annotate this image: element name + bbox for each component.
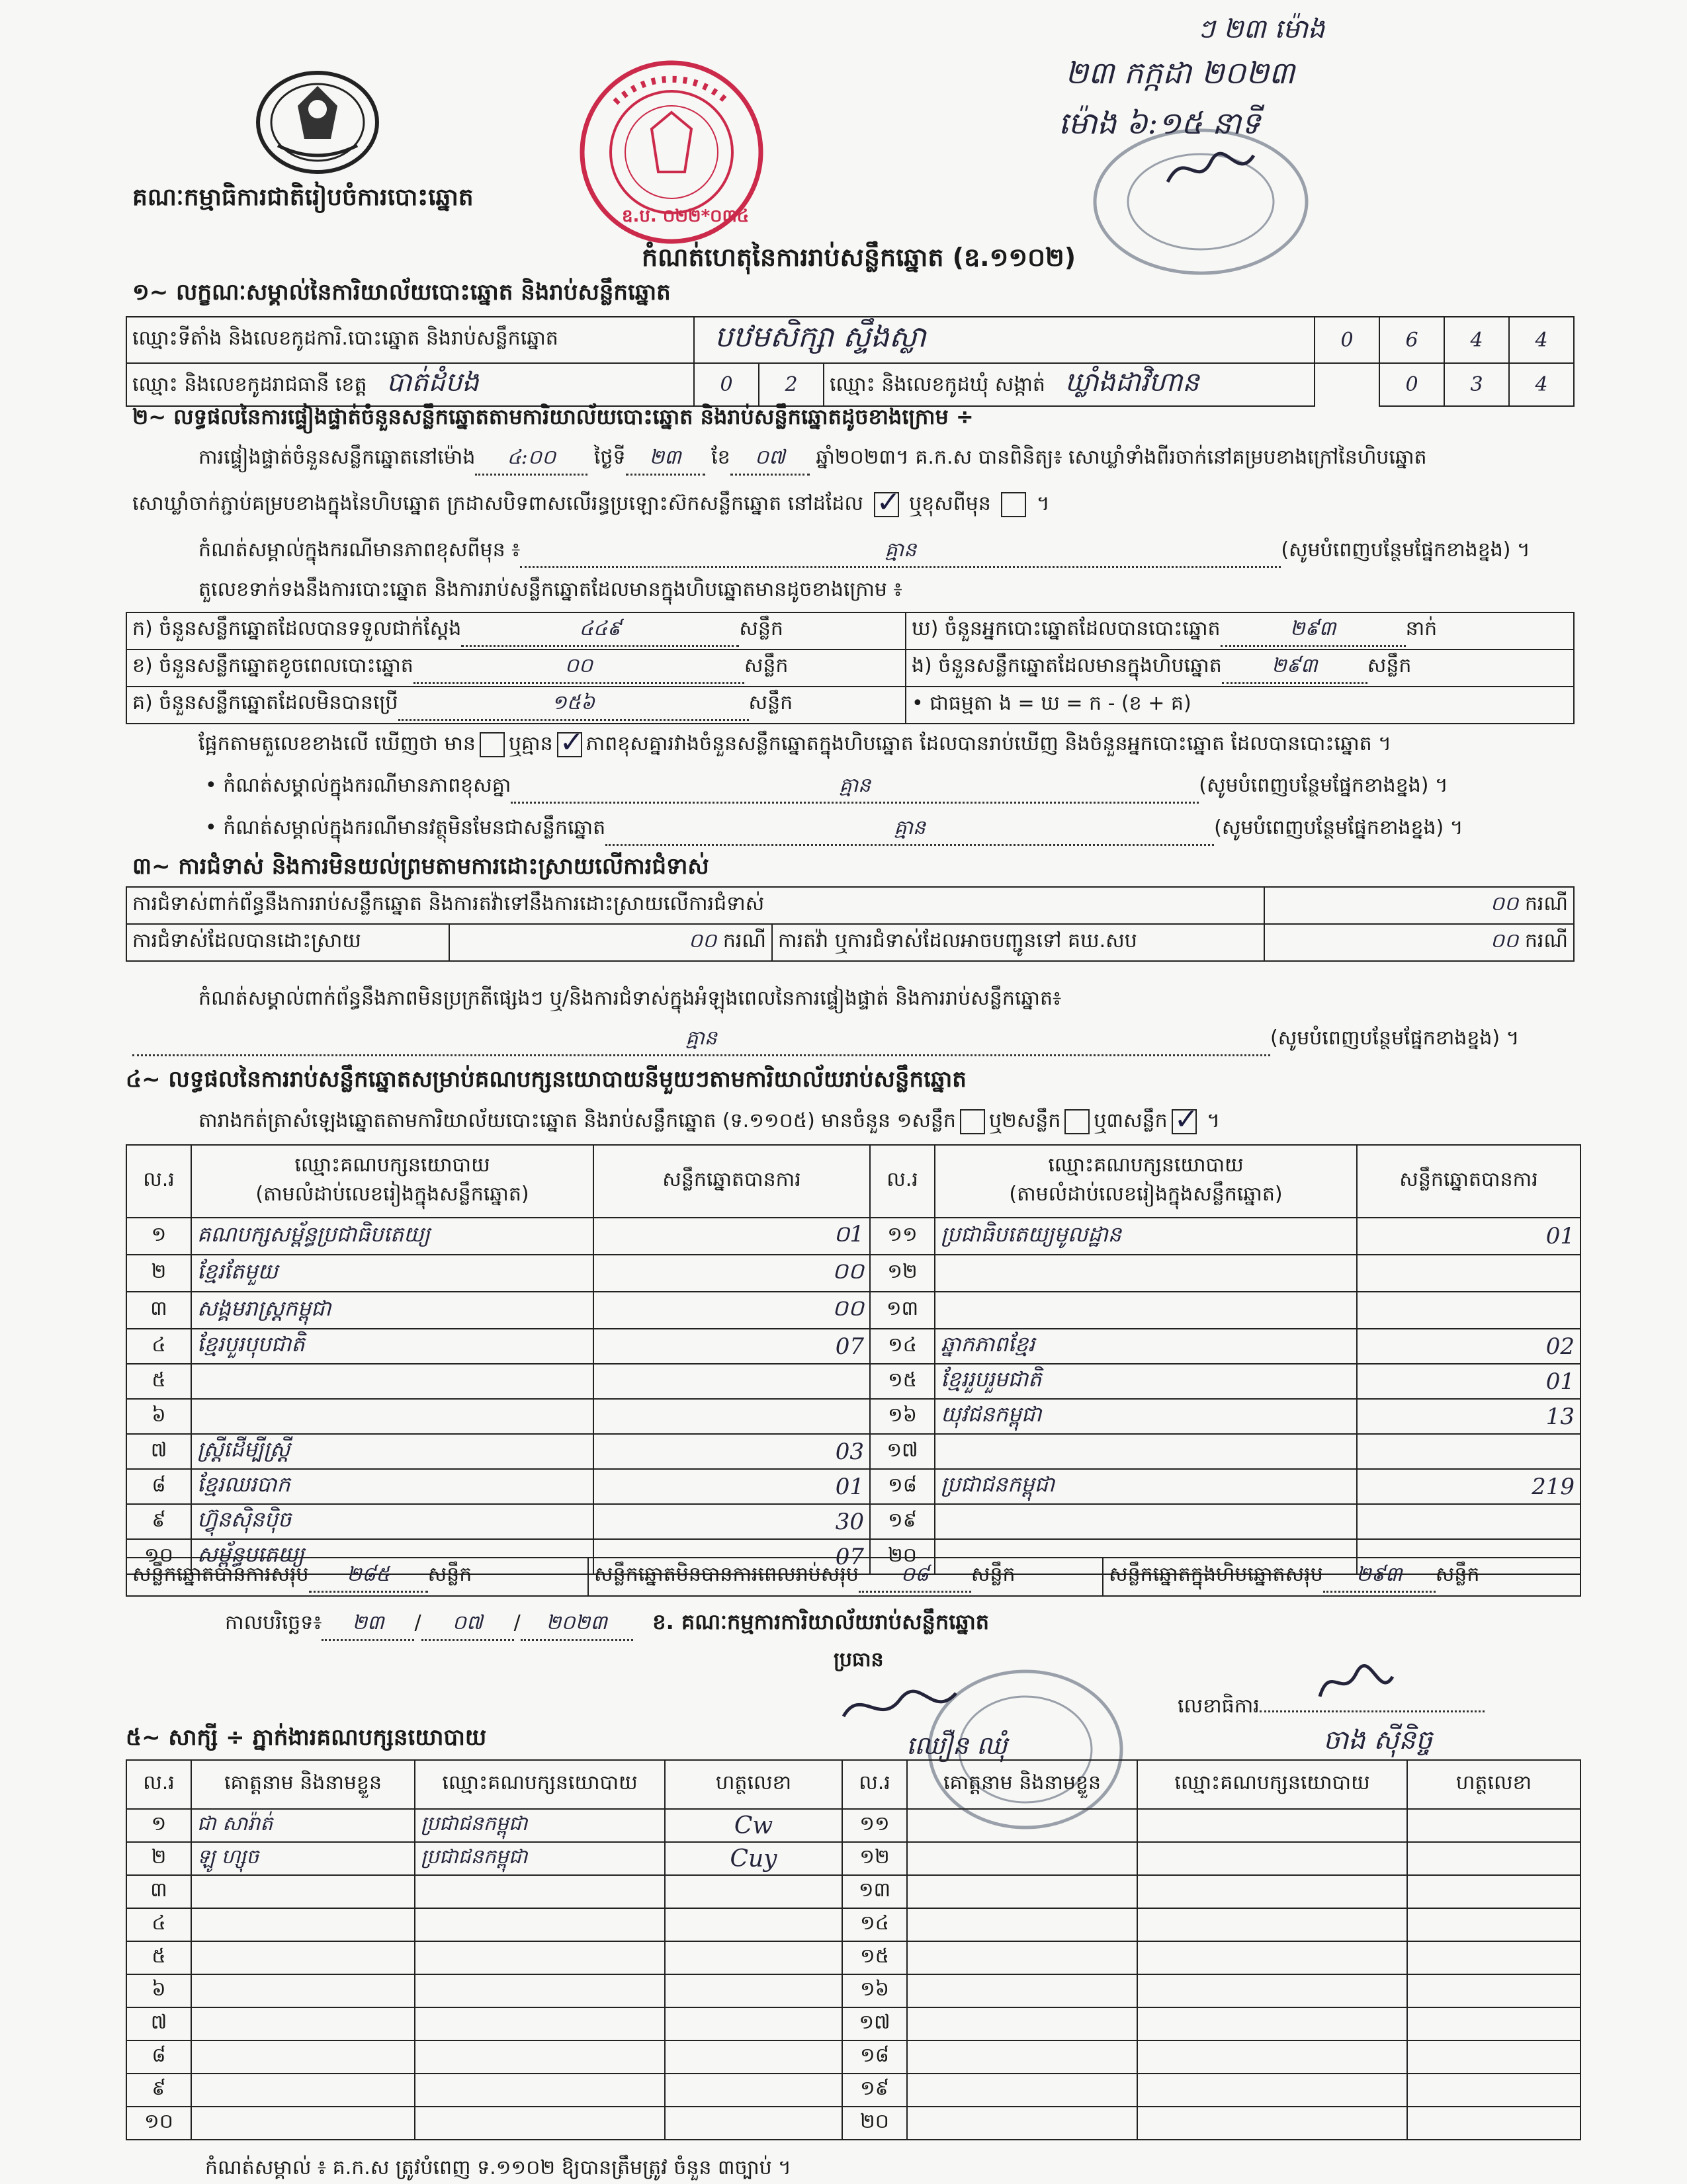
total-invalid: សន្លឹកឆ្នោតមិនបានការពេលរាប់សរុប ០៨ សន្លឹក (588, 1558, 1103, 1596)
witness-signature (1407, 1842, 1580, 1875)
party-name: សង្គមរាស្ត្រកម្ពុជា (191, 1292, 593, 1329)
result-row (126, 1434, 1580, 1469)
witness-row (126, 2040, 1580, 2074)
party-votes: ០1 (593, 1218, 870, 1255)
witness-name (907, 1875, 1137, 1908)
witness-name (907, 2007, 1137, 2040)
witness-party (1137, 2074, 1407, 2107)
party-votes: 01 (1357, 1218, 1580, 1255)
row-number: ១៦ (842, 1974, 907, 2007)
row-d: ឃ) ចំនួនអ្នកបោះឆ្នោតដែលបានបោះឆ្នោត ២៩៣ នាក់ (906, 612, 1574, 650)
section2-para2: សោឃ្លាំចាក់ភ្ជាប់គម្របខាងក្នុងនៃហិបឆ្នោត ក្រដាសបិទពាសលើរន្ធប្រឡោះស៊កសន្លឹកឆ្នោត នៅដដែល ✓ ឬខុសពីមុន ។ (132, 491, 1575, 520)
witness-name (191, 1941, 415, 1974)
row-number: ៥ (126, 1941, 191, 1974)
party-votes: 30 (593, 1504, 870, 1539)
col-party: ឈ្មោះគណបក្សនយោបាយ (តាមលំដាប់លេខរៀងក្នុងសន្លឹកឆ្នោត) (935, 1145, 1357, 1218)
count-day: ២៣ (626, 444, 705, 476)
section4-intro: តារាងកត់ត្រាសំឡេងឆ្នោតតាមការិយាល័យបោះឆ្នោត និងរាប់សន្លឹកឆ្នោត (ទ.១១០៥) មានចំនួន ១សន្លឹក ឬ២សន្លឹក ឬ៣សន្លឹក✓ ។ (198, 1108, 1575, 1137)
party-name (191, 1399, 593, 1434)
row-number: ៧ (126, 1434, 191, 1469)
witness-signature (665, 2107, 842, 2140)
row-number: ៤ (126, 1329, 191, 1364)
party-name (935, 1504, 1357, 1539)
witness-table (126, 1759, 1581, 2140)
row-number: ១៥ (870, 1364, 935, 1399)
party-votes: 01 (593, 1469, 870, 1504)
row-number: ១៤ (842, 1908, 907, 1941)
row-number: ៣ (126, 1292, 191, 1329)
witness-name (907, 2040, 1137, 2074)
witness-party (415, 2040, 665, 2074)
witness-signature: Cw (665, 1809, 842, 1842)
witness-signature: Cuy (665, 1842, 842, 1875)
results-table (126, 1144, 1581, 1575)
figures-table (126, 612, 1575, 724)
witness-signature (665, 2074, 842, 2107)
witness-row (126, 2107, 1580, 2140)
witness-signature (665, 1908, 842, 1941)
result-row (126, 1329, 1580, 1364)
result-row (126, 1255, 1580, 1292)
witness-name (191, 2007, 415, 2040)
party-name: សម្ព័ន្ធបតេយ្យ (191, 1539, 593, 1574)
date-day: ២៣ (322, 1610, 414, 1641)
witness-name (907, 1809, 1137, 1842)
section3-note-line: គ្មាន (សូមបំពេញបន្ថែមផ្នែកខាងខ្នង) ។ (132, 1025, 1575, 1056)
handwritten-time-top: ម៉ោង ៦:១៥ នាទី (1059, 105, 1261, 141)
witness-party (415, 1974, 665, 2007)
witness-party (1137, 1941, 1407, 1974)
total-valid: សន្លឹកឆ្នោតបានការសរុប ២៨៥ សន្លឹក (126, 1558, 588, 1596)
section2-note1: កំណត់សម្គាល់ក្នុងករណីមានភាពខុសពីមុន ៖ គ្មាន (សូមបំពេញបន្ថែមផ្នែកខាងខ្នង) ។ (198, 537, 1575, 568)
polling-code-digit: 4 (1509, 317, 1574, 363)
party-votes: ០០ (593, 1292, 870, 1329)
witness-party (1137, 1875, 1407, 1908)
witness-name (191, 1974, 415, 2007)
col-name: គោត្តនាម និងនាមខ្លួន (191, 1760, 415, 1809)
witness-signature (1407, 2040, 1580, 2074)
witness-row (126, 2074, 1580, 2107)
party-votes: 13 (1357, 1399, 1580, 1434)
one-sheet-checkbox[interactable] (960, 1109, 985, 1134)
party-votes: 219 (1357, 1469, 1580, 1504)
col-party: ឈ្មោះគណបក្សនយោបាយ (415, 1760, 665, 1809)
secretary-signature (1317, 1660, 1396, 1706)
witness-party (415, 1941, 665, 1974)
section2-title: ២~ លទ្ធផលនៃការផ្ទៀងផ្ទាត់ចំនួនសន្លឹកឆ្នោតតាមការិយាល័យបោះឆ្នោត និងរាប់សន្លឹកឆ្នោតដូចខាងក្រោម ÷ (132, 404, 974, 429)
result-row (126, 1364, 1580, 1399)
chair-label: ប្រធាន (834, 1648, 884, 1671)
handwritten-date-top: ២៣ កក្កដា ២០២៣ (1065, 55, 1295, 91)
witness-signature (665, 2007, 842, 2040)
witness-party (1137, 1842, 1407, 1875)
party-name: ស្ត្រីដើម្បីស្ត្រី (191, 1434, 593, 1469)
row-number: ៩ (126, 1504, 191, 1539)
witness-row (126, 2007, 1580, 2040)
witness-party (415, 1875, 665, 1908)
row-a-value: ៤៤៩ (461, 616, 739, 647)
witness-party: ប្រជាជនកម្ពុជា (415, 1842, 665, 1875)
row-number: ១០ (126, 2107, 191, 2140)
row-number: ១១ (870, 1218, 935, 1255)
party-votes: 01 (1357, 1364, 1580, 1399)
witness-row (126, 1941, 1580, 1974)
row-c-value: ១៥៦ (398, 690, 749, 721)
objection-row1-label: ការជំទាស់ពាក់ព័ន្ធនឹងការរាប់សន្លឹកឆ្នោត និងការតវ៉ាទៅនឹងការដោះស្រាយលើការជំទាស់ (126, 887, 1264, 924)
party-votes (1357, 1434, 1580, 1469)
party-name: ខ្មែរតែមួយ (191, 1255, 593, 1292)
section2-note3: • កំណត់សម្គាល់ក្នុងករណីមានវត្ថុមិនមែនជាសន្លឹកឆ្នោត គ្មាន (សូមបំពេញបន្ថែមផ្នែកខាងខ្នង) ។ (205, 815, 1575, 846)
witness-signature (1407, 1974, 1580, 2007)
result-row (126, 1399, 1580, 1434)
section3-title: ៣~ ការជំទាស់ និងការមិនយល់ព្រមតាមការដោះស្រាយលើការជំទាស់ (132, 853, 709, 880)
note1-value: គ្មាន (520, 537, 1281, 568)
three-sheet-checkbox[interactable] (1172, 1109, 1197, 1134)
objection-row2-label: ការជំទាស់ដែលបានដោះស្រាយ (126, 924, 449, 961)
note3-value: គ្មាន (605, 815, 1214, 846)
row-number: ១៦ (870, 1399, 935, 1434)
party-name (191, 1364, 593, 1399)
party-name (935, 1292, 1357, 1329)
row-d-value: ២៩៣ (1221, 616, 1406, 647)
section5-title: ៥~ សាក្សី ÷ ភ្នាក់ងារគណបក្សនយោបាយ (126, 1724, 487, 1751)
row-b-value: ០០ (413, 653, 744, 684)
committee-sign-label: ខ. គណៈកម្មការការិយាល័យរាប់សន្លឹកឆ្នោត (652, 1609, 990, 1634)
witness-party (1137, 2040, 1407, 2074)
row-b: ខ) ចំនួនសន្លឹកឆ្នោតខូចពេលបោះឆ្នោត ០០ សន្លឹក (126, 650, 906, 687)
row-number: ៦ (126, 1974, 191, 2007)
witness-party (415, 2007, 665, 2040)
row-number: ២ (126, 1255, 191, 1292)
witness-row (126, 1809, 1580, 1842)
witness-name (191, 2074, 415, 2107)
witness-name (907, 1941, 1137, 1974)
section4-title: ៤~ លទ្ធផលនៃការរាប់សន្លឹកឆ្នោតសម្រាប់គណបក្សនយោបាយនីមួយៗតាមការិយាល័យរាប់សន្លឹកឆ្នោត (126, 1066, 967, 1093)
row-e: ង) ចំនួនសន្លឹកឆ្នោតដែលមានក្នុងហិបឆ្នោត ២៩៣ សន្លឹក (906, 650, 1574, 687)
row-number: ១៨ (842, 2040, 907, 2074)
party-name: ប្រជាធិបតេយ្យមូលដ្ឋាន (935, 1218, 1357, 1255)
polling-code-digit: 4 (1444, 317, 1509, 363)
row-c: គ) ចំនួនសន្លឹកឆ្នោតដែលមិនបានប្រើ ១៥៦ សន្លឹក (126, 687, 906, 724)
witness-name (907, 1842, 1137, 1875)
total-invalid-value: ០៨ (859, 1562, 971, 1593)
witness-signature (1407, 2107, 1580, 2140)
row-number: ៤ (126, 1908, 191, 1941)
row-number: ៥ (126, 1364, 191, 1399)
witness-row (126, 1974, 1580, 2007)
result-row (126, 1218, 1580, 1255)
witness-signature (1407, 1941, 1580, 1974)
witness-party (415, 1908, 665, 1941)
red-stamp-code: ឧ.ប. ០២២*០៣៤ (622, 206, 750, 226)
party-name (935, 1434, 1357, 1469)
party-name: ខ្មែរឈរបាក (191, 1469, 593, 1504)
secretary-name: ចាង ស៊ីនិច្ច (1323, 1725, 1433, 1755)
formula: • ជាធម្មតា ង = ឃ = ក - (ខ + គ) (906, 687, 1574, 724)
witness-party (415, 2074, 665, 2107)
row-number: ៣ (126, 1875, 191, 1908)
section2-note2: • កំណត់សម្គាល់ក្នុងករណីមានភាពខុសគ្នា គ្មាន (សូមបំពេញបន្ថែមផ្នែកខាងខ្នង) ។ (205, 773, 1575, 804)
witness-signature (665, 2040, 842, 2074)
col-votes: សន្លឹកឆ្នោតបានការ (593, 1145, 870, 1218)
row-number: ១៤ (870, 1329, 935, 1364)
polling-station-value: បឋមសិក្សា ស្ទឹងស្លា (694, 317, 1315, 363)
changed-checkbox[interactable] (1001, 492, 1026, 517)
witness-row (126, 1842, 1580, 1875)
date-year: ២០២៣ (521, 1610, 633, 1641)
province-code-digit: 0 (694, 363, 759, 406)
handwritten-note-top: ៗ ២៣ ម៉ោង (1197, 14, 1325, 44)
signature-top (1164, 142, 1257, 195)
row-number: ១០ (126, 1539, 191, 1574)
witness-name (191, 2040, 415, 2074)
witness-name (191, 2107, 415, 2140)
result-row (126, 1469, 1580, 1504)
party-name (935, 1255, 1357, 1292)
difference-yes-checkbox[interactable] (480, 732, 505, 757)
row-number: ១៩ (870, 1504, 935, 1539)
col-no: ល.រ (126, 1145, 191, 1218)
form-title: កំណត់ហេតុនៃការរាប់សន្លឹកឆ្នោត (ឧ.១១០២) (642, 243, 1076, 272)
commune-code-digit: 3 (1444, 363, 1509, 406)
objection-row2-value: ០០ ករណី (449, 924, 772, 961)
party-name: គណបក្សសម្ព័ន្ធប្រជាធិបតេយ្យ (191, 1218, 593, 1255)
row-number: ៨ (126, 2040, 191, 2074)
row-number: ១៣ (842, 1875, 907, 1908)
col-name: គោត្តនាម និងនាមខ្លួន (907, 1760, 1137, 1809)
witness-party (1137, 1974, 1407, 2007)
total-box-value: ២៩៣ (1323, 1562, 1436, 1593)
col-no: ល.រ (842, 1760, 907, 1809)
polling-code-digit: 6 (1379, 317, 1444, 363)
polling-station-label: ឈ្មោះទីតាំង និងលេខកូដការិ.បោះឆ្នោត និងរាប់សន្លឹកឆ្នោត (126, 317, 694, 363)
row-number: ២០ (842, 2107, 907, 2140)
commune-code-digit: 0 (1379, 363, 1444, 406)
section1-table (126, 316, 1575, 407)
party-name: ឆ្នាកភាពខ្មែរ (935, 1329, 1357, 1364)
witness-row (126, 1875, 1580, 1908)
row-number: ១៧ (842, 2007, 907, 2040)
witness-party (1137, 1908, 1407, 1941)
objections-table (126, 886, 1575, 962)
row-number: ១៣ (870, 1292, 935, 1329)
row-number: ៦ (126, 1399, 191, 1434)
province-code-digit: 2 (759, 363, 824, 406)
witness-signature (665, 1974, 842, 2007)
party-votes (1357, 1504, 1580, 1539)
row-number: ១៥ (842, 1941, 907, 1974)
col-party: ឈ្មោះគណបក្សនយោបាយ (តាមលំដាប់លេខរៀងក្នុងសន្លឹកឆ្នោត) (191, 1145, 593, 1218)
party-name: ខ្មែររួបរួមជាតិ (935, 1364, 1357, 1399)
polling-code-digit: 0 (1315, 317, 1379, 363)
row-a: ក) ចំនួនសន្លឹកឆ្នោតដែលបានទទួលជាក់ស្តែង ៤៤៩ សន្លឹក (126, 612, 906, 650)
witness-signature (1407, 1908, 1580, 1941)
difference-no-checkbox[interactable] (557, 732, 582, 757)
date-month: ០៧ (421, 1610, 514, 1641)
province-label: ឈ្មោះ និងលេខកូដរាជធានី ខេត្ត បាត់ដំបង (126, 363, 694, 406)
witness-row (126, 1908, 1580, 1941)
row-number: ១ (126, 1218, 191, 1255)
party-votes (593, 1364, 870, 1399)
objection-row3-label: ការតវ៉ា ឬការជំទាស់ដែលអាចបញ្ជូនទៅ គឃ.សប (772, 924, 1264, 961)
col-sign: ហត្ថលេខា (1407, 1760, 1580, 1809)
section3-note-value: គ្មាន (132, 1025, 1270, 1056)
party-votes: 03 (593, 1434, 870, 1469)
row-number: ២ (126, 1842, 191, 1875)
secretary-label: លេខាធិការ (1178, 1693, 1575, 1722)
party-votes (1357, 1292, 1580, 1329)
count-month: ០៧ (730, 444, 810, 476)
section3-note: កំណត់សម្គាល់ពាក់ព័ន្ធនឹងភាពមិនប្រក្រតីផ្សេងៗ ឬ/និងការជំទាស់ក្នុងអំឡុងពេលនៃការផ្ទៀងផ្ទាត់ និងការរាប់សន្លឹកឆ្នោត៖ (198, 987, 1062, 1010)
section2-para1: ការផ្ទៀងផ្ទាត់ចំនួនសន្លឹកឆ្នោតនៅម៉ោង ៤:០០ ថ្ងៃទី ២៣ ខែ ០៧ ឆ្នាំ២០២៣។ គ.ក.ស បានពិនិត្យ៖ សោឃ្លាំទាំងពីរចាក់នៅគម្របខាងក្រៅនៃហិបឆ្នោត (198, 444, 1575, 476)
witness-name: ជា សារ៉ាត់ (191, 1809, 415, 1842)
figures-intro: តួលេខទាក់ទងនឹងការបោះឆ្នោត និងការរាប់សន្លឹកឆ្នោតដែលមានក្នុងហិបឆ្នោតមានដូចខាងក្រោម ៖ (198, 578, 902, 601)
witness-signature (665, 1875, 842, 1908)
witness-signature (1407, 2074, 1580, 2107)
witness-name (907, 2074, 1137, 2107)
section1-title: ១~ លក្ខណៈសម្គាល់នៃការិយាល័យបោះឆ្នោត និងរាប់សន្លឹកឆ្នោត (132, 279, 671, 306)
row-number: ១៨ (870, 1469, 935, 1504)
note2-value: គ្មាន (511, 773, 1199, 804)
objection-row1-value: ០០ ករណី (1264, 887, 1574, 924)
row-number: ១១ (842, 1809, 907, 1842)
witness-name (907, 2107, 1137, 2140)
party-votes: 07 (593, 1329, 870, 1364)
col-sign: ហត្ថលេខា (665, 1760, 842, 1809)
row-number: ៨ (126, 1469, 191, 1504)
witness-name (191, 1875, 415, 1908)
party-name: ហ៊្វុនស៊ិនប៉ិច (191, 1504, 593, 1539)
chair-name: ឈឿន ឈុំ (906, 1731, 1008, 1760)
col-no: ល.រ (126, 1760, 191, 1809)
totals-table (126, 1557, 1581, 1597)
unchanged-checkbox[interactable] (874, 492, 899, 517)
party-name: ខ្មែរបួរបុបជាតិ (191, 1329, 593, 1364)
objection-row3-value: ០០ ករណី (1264, 924, 1574, 961)
commune-code-digit: 4 (1509, 363, 1574, 406)
party-votes: ០០ (593, 1255, 870, 1292)
row-number: ១២ (870, 1255, 935, 1292)
chair-signature (840, 1683, 959, 1730)
witness-party (1137, 2107, 1407, 2140)
col-no: ល.រ (870, 1145, 935, 1218)
row-e-value: ២៩៣ (1222, 653, 1367, 684)
row-number: ១ (126, 1809, 191, 1842)
count-time: ៤:០០ (475, 444, 587, 476)
witness-name (191, 1908, 415, 1941)
col-party: ឈ្មោះគណបក្សនយោបាយ (1137, 1760, 1407, 1809)
result-row (126, 1504, 1580, 1539)
row-number: ១៧ (870, 1434, 935, 1469)
witness-party (1137, 2007, 1407, 2040)
witness-name: ឡូ ហ្សុច (191, 1842, 415, 1875)
footer-note: កំណត់សម្គាល់ ៖ គ.ក.ស ត្រូវបំពេញ ទ.១១០២ ឱ្យបានត្រឹមត្រូវ ចំនួន ៣ច្បាប់ ។ (205, 2156, 791, 2179)
witness-party (1137, 1809, 1407, 1842)
commune-value: ឃ្លាំងដាវិហាន (1064, 367, 1199, 398)
row-number: ១២ (842, 1842, 907, 1875)
party-votes (593, 1399, 870, 1434)
result-row (126, 1292, 1580, 1329)
witness-signature (1407, 1809, 1580, 1842)
witness-name (907, 1908, 1137, 1941)
party-votes (1357, 1255, 1580, 1292)
col-votes: សន្លឹកឆ្នោតបានការ (1357, 1145, 1580, 1218)
row-number: ៧ (126, 2007, 191, 2040)
party-votes: 02 (1357, 1329, 1580, 1364)
total-box: សន្លឹកឆ្នោតក្នុងហិបឆ្នោតសរុប ២៩៣ សន្លឹក (1103, 1558, 1580, 1596)
witness-party: ប្រជាជនកម្ពុជា (415, 1809, 665, 1842)
witness-signature (1407, 2007, 1580, 2040)
witness-signature (665, 1941, 842, 1974)
difference-line: ផ្អែកតាមតួលេខខាងលើ ឃើញថា មាន ឬគ្មាន✓ ភាពខុសគ្នារវាងចំនួនសន្លឹកឆ្នោតក្នុងហិបឆ្នោត ដែលបានរាប់ឃើញ និងចំនួនអ្នកបោះឆ្នោត ដែលបានបោះឆ្នោត ។ (198, 731, 1575, 760)
committee-name: គណៈកម្មាធិការជាតិរៀបចំការបោះឆ្នោត (132, 184, 474, 211)
row-number: ៩ (126, 2074, 191, 2107)
row-number: ២០ (870, 1539, 935, 1574)
party-name: ប្រជាជនកម្ពុជា (935, 1469, 1357, 1504)
commune-label: ឈ្មោះ និងលេខកូដឃុំ សង្កាត់ ឃ្លាំងដាវិហាន (824, 363, 1315, 406)
total-valid-value: ២៨៥ (309, 1562, 428, 1593)
province-value: បាត់ដំបង (386, 367, 479, 398)
nec-emblem (251, 66, 384, 179)
two-sheet-checkbox[interactable] (1064, 1109, 1090, 1134)
red-stamp (576, 56, 767, 248)
witness-party (415, 2107, 665, 2140)
row-number: ១៩ (842, 2074, 907, 2107)
witness-signature (1407, 1875, 1580, 1908)
party-votes: 07 (593, 1539, 870, 1574)
party-name: យុវជនកម្ពុជា (935, 1399, 1357, 1434)
date-line: កាលបរិច្ឆេទ៖ ២៣ / ០៧ / ២០២៣ ខ. គណៈកម្មការការិយាល័យរាប់សន្លឹកឆ្នោត (225, 1609, 1575, 1641)
witness-name (907, 1974, 1137, 2007)
